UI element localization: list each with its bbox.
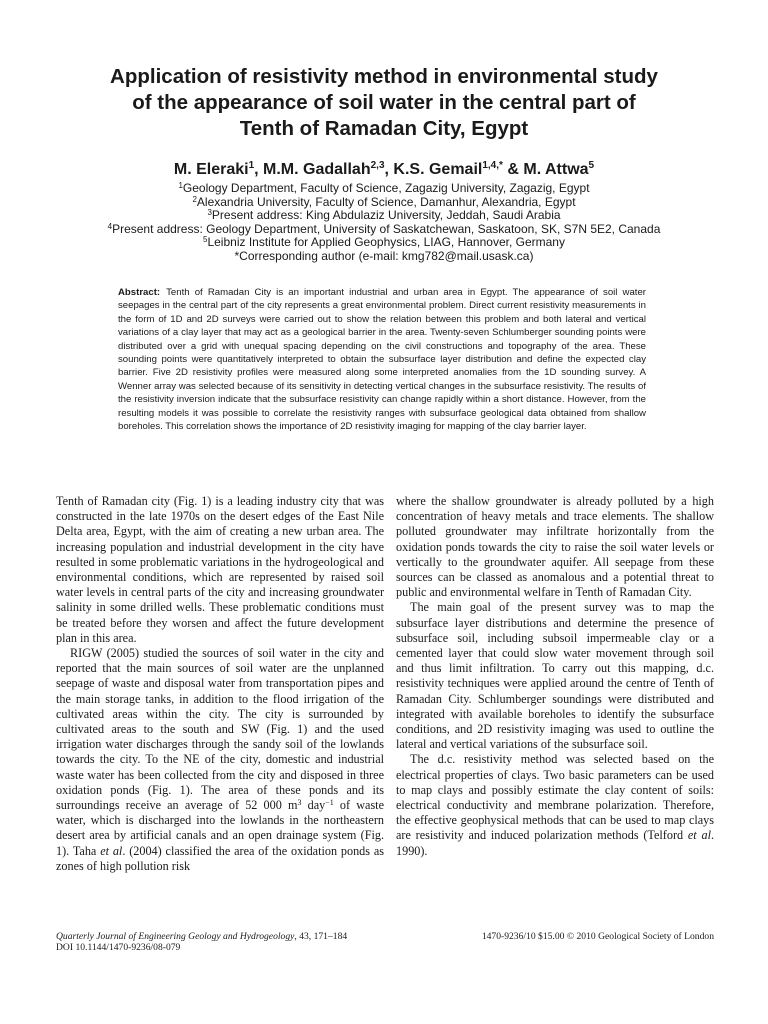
author-name: M. Attwa	[523, 161, 589, 178]
title-line: Tenth of Ramadan City, Egypt	[239, 117, 529, 140]
paragraph: RIGW (2005) studied the sources of soil water in the city and reported that the main sources of soil water are the unplanned seepage of waste and disposal water from transportation pipes and the main storage tanks, in addition to the flood irrigation of the cultivated areas within the city. The city is surrounded by cultivated areas to the south and SW (Fig. 1) and the used irrigation water discharges through the sandy soil of the lowlands towards the city. To the NE of the city, domestic and industrial waste water has been collected from the city and disposed in three oxidation ponds (Fig. 1). The area of these ponds and its surroundings receive an average of 52 000 $m^3$ day$^{-1}$ of waste water, which is discharged into the lowlands in the northeastern desert area by artificial canals and an open drainage system (Fig. 1). Taha et al. (2004) classified the area of the oxidation ponds as zones of high pollution risk	[56, 646, 385, 873]
author-affiliation-mark: 2,3	[370, 160, 385, 171]
affiliation: $^1$Geology Department, Faculty of Science, Zagazig University, Zagazig, Egypt	[178, 181, 590, 195]
footer-citation	[56, 931, 396, 953]
author-separator: ,	[254, 161, 264, 178]
author-affiliation-mark: 1	[248, 160, 255, 171]
author-separator: ,	[384, 161, 394, 178]
title-line: Application of resistivity method in environmental study	[110, 65, 658, 88]
abstract-text: Tenth of Ramadan City is an important industrial and urban area in Egypt. The appearance of soil water seepages in the central part of the city represents a great environmental problem. Direct current resistivity measurements in the form of 1D and 2D surveys were carried out to show the relation between this problem and both lateral and vertical variations of a clay layer that may act as a geological barrier in the area. Twenty-seven Schlumberger sounding points were distributed over a grid with unequal spacing depending on the civil constructions and topography of the area. These sounding points were quantitatively interpreted to obtain the subsurface layer distribution and define the expected clay barrier. Five 2D resistivity profiles were measured along some interpreted anomalies from the 1D sounding survey. A Wenner array was selected because of its sensitivity in detecting vertical changes in the subsurface resistivity. The results of the resistivity inversion indicate that the subsurface resistivity can change rapidly within a short distance. However, from the resulting models it was possible to correlate the resistivity ranges with subsurface geological data obtained from shallow boreholes. This correlation shows the importance of 2D resistivity imaging for mapping of the clay barrier layer.	[118, 287, 646, 433]
doi: DOI 10.1144/1470-9236/08-079	[56, 942, 181, 953]
paragraph: Tenth of Ramadan city (Fig. 1) is a leading industry city that was constructed in the late 1970s on the desert edges of the East Nile Delta area, Egypt, with the aim of creating a new urban area. The increasing population and industrial development in the city have resulted in some problematic variations in the hydrogeological and environmental conditions, which are represented by raised soil water levels in central parts of the city and increasing groundwater salinity in some drilled wells. These problematic conditions must be treated before they worsen and affect the future development plan in this area.	[56, 494, 384, 645]
paragraph: The main goal of the present survey was to map the subsurface layer distributions and determine the presence of subsurface soil, including subsoil impermeable clay or a cemented layer that could slow water movement through soil and thus limit infiltration. To carry out this mapping, d.c. resistivity techniques were applied around the centre of Tenth of Ramadan City. Schlumberger soundings were distributed and integrated with available boreholes to identify the subsurface conditions, and 2D resistivity imaging was used to outline the lateral and vertical variations of the subsurface soil.	[396, 600, 714, 752]
corresponding-author: *Corresponding author (e-mail: kmg782@mail.usask.ca)	[234, 248, 534, 263]
author-name: M. Eleraki	[173, 161, 249, 178]
footer-copyright: 1470-9236/10 $15.00 © 2010 Geological Society of London	[481, 931, 714, 942]
affiliation-list	[40, 182, 728, 264]
title-line: of the appearance of soil water in the central part of	[132, 91, 636, 114]
author-separator: &	[502, 161, 524, 178]
body-column-left	[56, 494, 384, 874]
affiliation: $^2$Alexandria University, Faculty of Science, Damanhur, Alexandria, Egypt	[192, 194, 576, 209]
author-name: M.M. Gadallah	[263, 161, 371, 178]
affiliation: $^4$Present address: Geology Department, University of Saskatchewan, Saskatoon, SK, S7N 5E2, Canada	[107, 221, 661, 236]
journal-volume: , 43, 171–184	[294, 931, 348, 942]
body-column-right	[396, 494, 714, 859]
author-affiliation-mark: 1,4,*	[482, 160, 503, 171]
author-name: K.S. Gemail	[393, 161, 483, 178]
paragraph: The d.c. resistivity method was selected based on the electrical properties of clays. Two basic parameters can be used to map clays and possibly estimate the clay content of soils: electrical conductivity and membrane polarization. Therefore, the effective geophysical methods that can be used to map clays are resistivity and induced polarization methods (Telford et al. 1990).	[396, 752, 714, 858]
abstract-label: Abstract:	[118, 287, 161, 298]
author-list	[40, 160, 728, 180]
affiliation: $^3$Present address: King Abdulaziz University, Jeddah, Saudi Arabia	[207, 208, 561, 223]
affiliation: $^5$Leibniz Institute for Applied Geophysics, LIAG, Hannover, Germany	[203, 235, 565, 250]
abstract	[118, 286, 646, 433]
author-affiliation-mark: 5	[588, 160, 595, 171]
journal-name: Quarterly Journal of Engineering Geology and Hydrogeology	[56, 931, 295, 942]
paper-title	[40, 64, 728, 142]
paragraph: where the shallow groundwater is already polluted by a high concentration of heavy metals and trace elements. The shallow polluted groundwater may infiltrate horizontally from the oxidation ponds towards the city to raise the soil water levels or vertically to the groundwater aquifer. All seepage from these sources can be classed as anomalous and a potential threat to public and environmental welfare in Tenth of Ramadan City.	[396, 494, 714, 600]
